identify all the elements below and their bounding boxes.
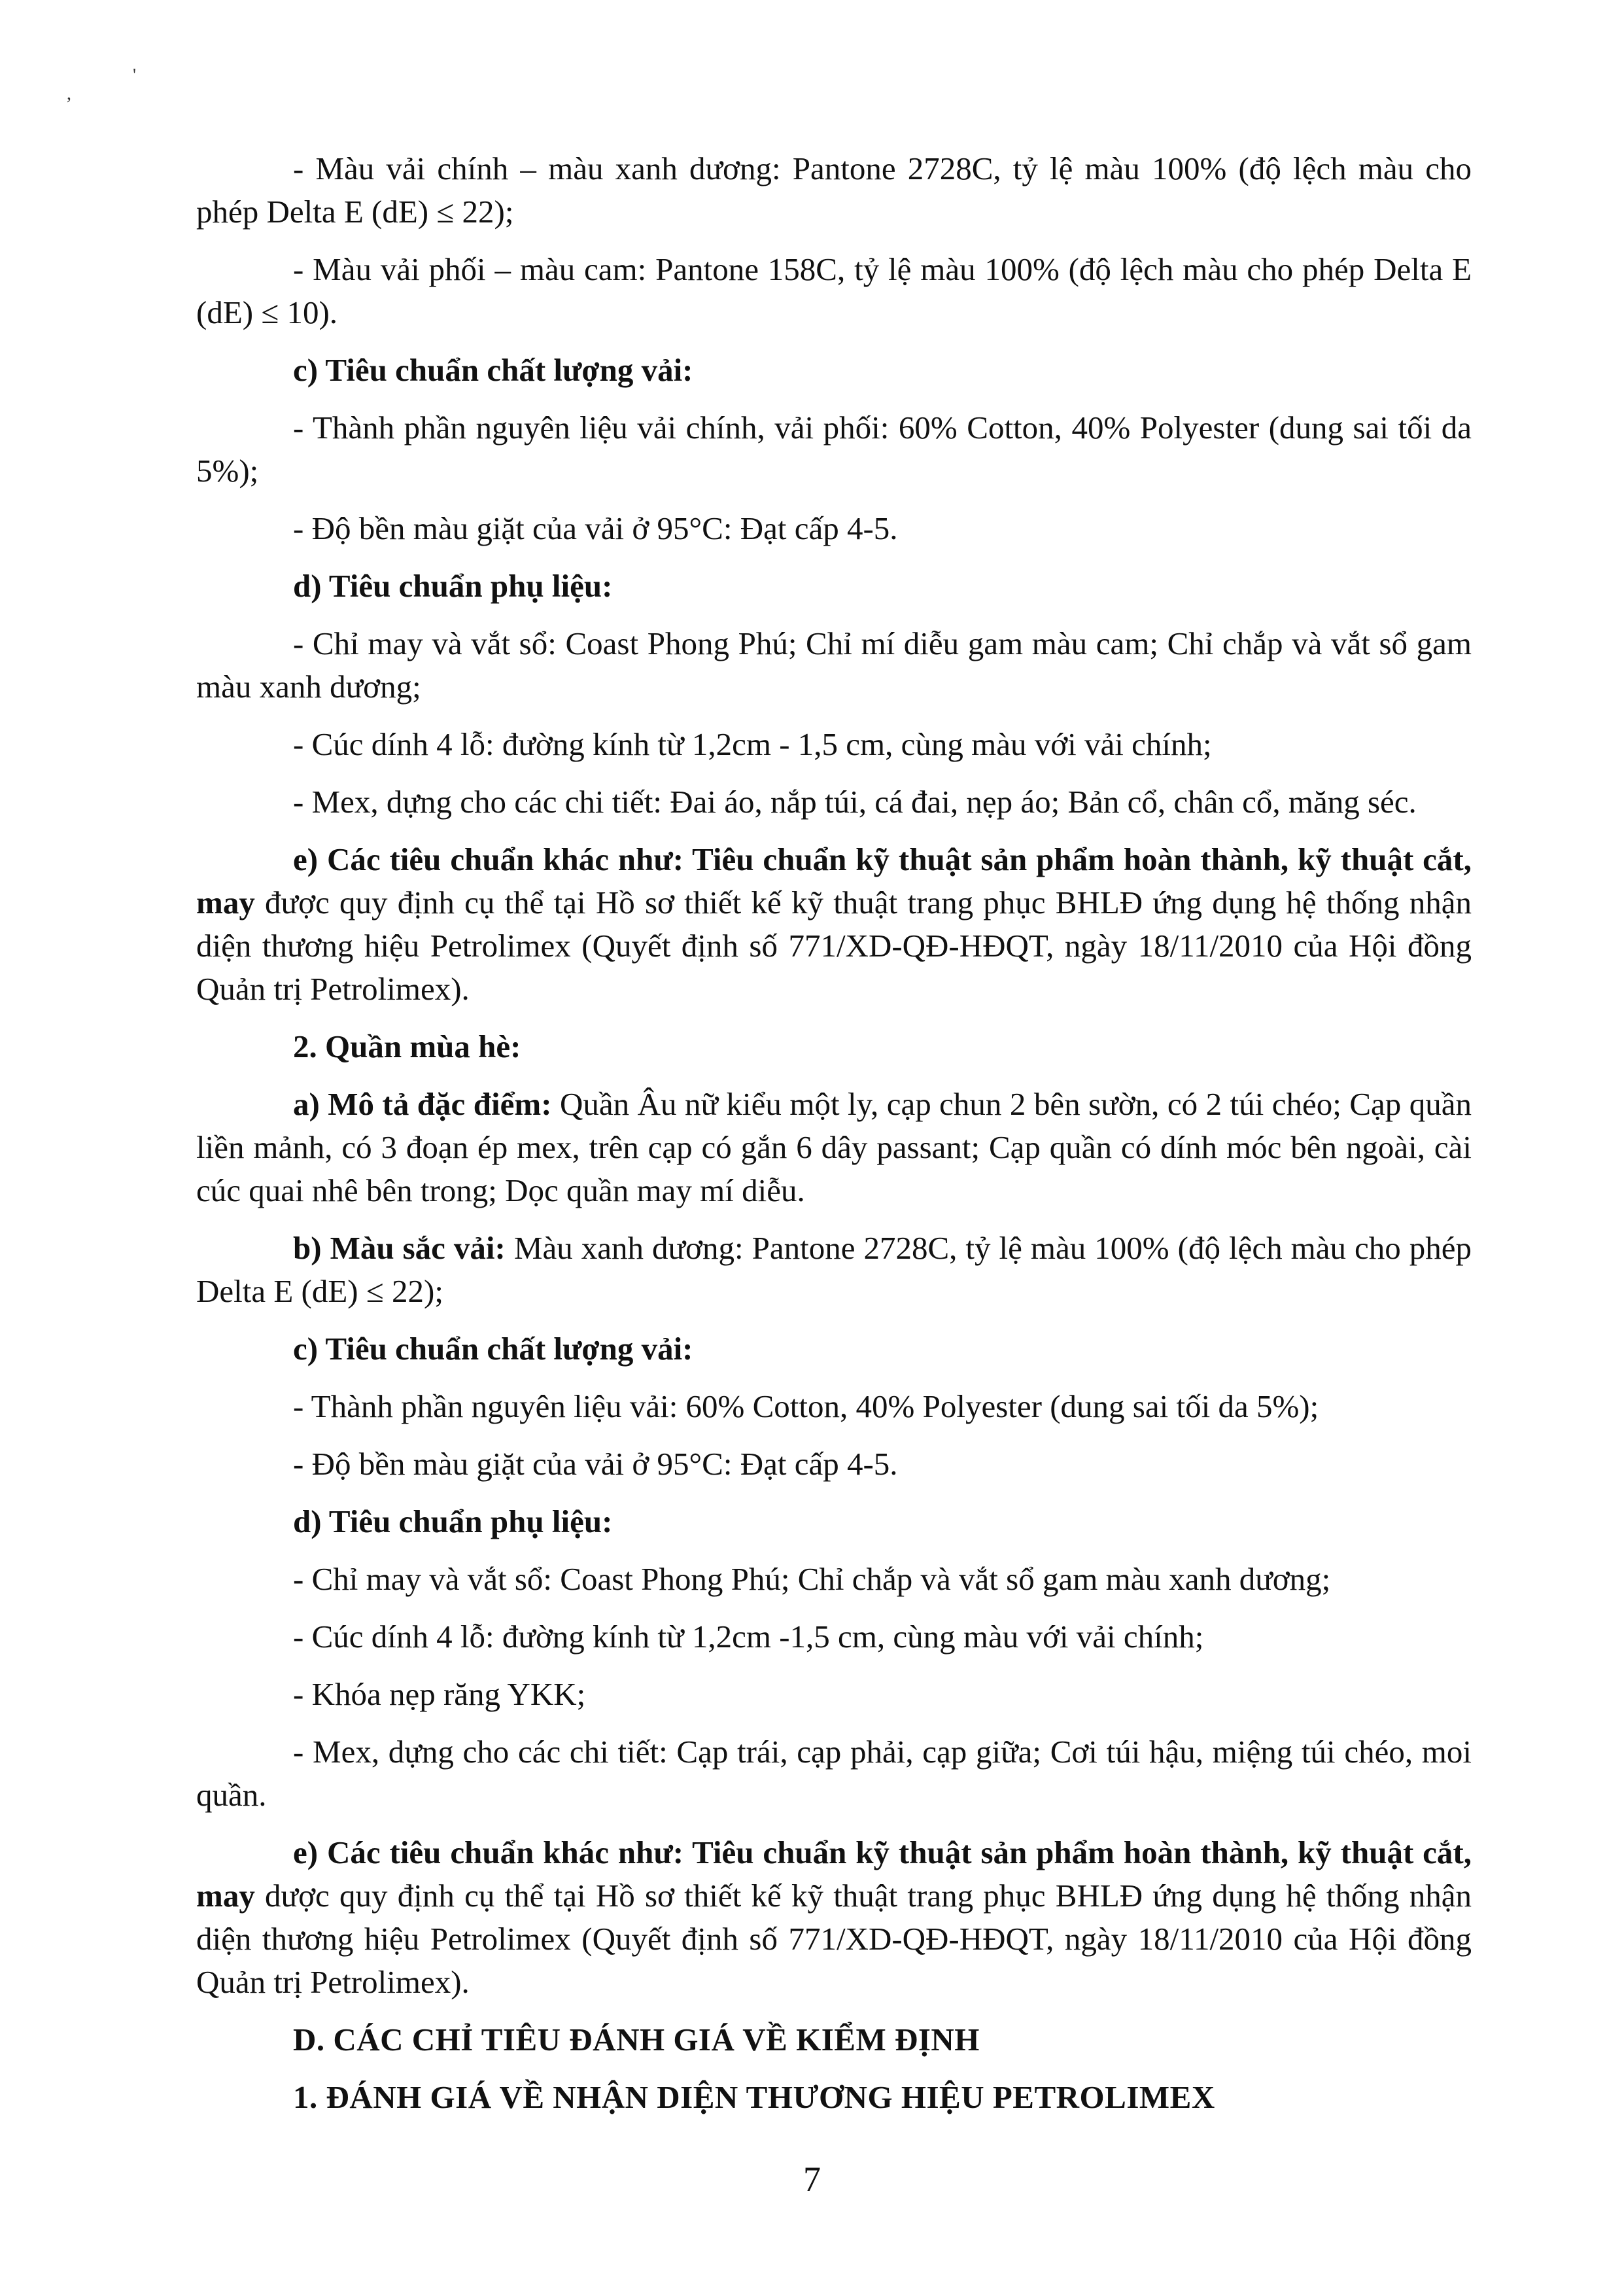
paragraph: - Độ bền màu giặt của vải ở 95°C: Đạt cấp 4-5. bbox=[293, 1446, 898, 1482]
section-heading: D. CÁC CHỈ TIÊU ĐÁNH GIÁ VỀ KIỂM ĐỊNH bbox=[293, 2022, 980, 2058]
subheading: 2. Quần mùa hè: bbox=[293, 1028, 521, 1064]
subheading: d) Tiêu chuẩn phụ liệu: bbox=[293, 568, 613, 604]
bold-lead: a) Mô tả đặc điểm: bbox=[293, 1086, 552, 1122]
paragraph: - Thành phần nguyên liệu vải chính, vải phối: 60% Cotton, 40% Polyester (dung sai tối da 5%); bbox=[196, 410, 1472, 489]
paragraph: - Cúc dính 4 lỗ: đường kính từ 1,2cm - 1,5 cm, cùng màu với vải chính; bbox=[293, 726, 1212, 762]
paragraph bbox=[196, 1227, 1472, 1313]
paragraph-text: Màu xanh dương: Pantone 2728C, tỷ lệ màu 100% (độ lệch màu cho phép Delta E (dE) ≤ 22); bbox=[196, 1230, 1472, 1309]
paragraph-text: dược quy định cụ thể tại Hồ sơ thiết kế kỹ thuật trang phục BHLĐ ứng dụng hệ thống nhận diện thương hiệu Petrolimex (Quyết định số 771/XD-QĐ-HĐQT, ngày 18/11/2010 của Hội đồng Quản trị Petrolimex). bbox=[196, 1878, 1472, 2000]
paragraph: - Mex, dựng cho các chi tiết: Đai áo, nắp túi, cá đai, nẹp áo; Bản cổ, chân cổ, măng séc. bbox=[293, 784, 1417, 820]
paragraph: - Mex, dựng cho các chi tiết: Cạp trái, cạp phải, cạp giữa; Cơi túi hậu, miệng túi chéo, moi quần. bbox=[196, 1734, 1472, 1813]
subheading: d) Tiêu chuẩn phụ liệu: bbox=[293, 1503, 613, 1539]
section-heading: 1. ĐÁNH GIÁ VỀ NHẬN DIỆN THƯƠNG HIỆU PETROLIMEX bbox=[293, 2079, 1215, 2115]
paragraph: - Cúc dính 4 lỗ: đường kính từ 1,2cm -1,5 cm, cùng màu với vải chính; bbox=[293, 1619, 1204, 1655]
paragraph: - Màu vải chính – màu xanh dương: Pantone 2728C, tỷ lệ màu 100% (độ lệch màu cho phép Delta E (dE) ≤ 22); bbox=[196, 150, 1472, 230]
page-number: 7 bbox=[803, 2160, 821, 2199]
document-body bbox=[196, 147, 1472, 2133]
paragraph bbox=[196, 1831, 1472, 2004]
paragraph: - Màu vải phối – màu cam: Pantone 158C, tỷ lệ màu 100% (độ lệch màu cho phép Delta E (dE) ≤ 10). bbox=[196, 251, 1472, 330]
paragraph: - Chỉ may và vắt sổ: Coast Phong Phú; Chỉ mí diễu gam màu cam; Chỉ chắp và vắt sổ gam màu xanh dương; bbox=[196, 625, 1472, 705]
paragraph: - Chỉ may và vắt sổ: Coast Phong Phú; Chỉ chắp và vắt sổ gam màu xanh dương; bbox=[293, 1561, 1331, 1597]
paragraph-text: Quần Âu nữ kiểu một ly, cạp chun 2 bên sườn, có 2 túi chéo; Cạp quần liền mảnh, có 3 đoạn ép mex, trên cạp có gắn 6 dây passant; Cạp quần có dính móc bên ngoài, cài cúc quai nhê bên trong; Dọc quần may mí diễu. bbox=[196, 1086, 1472, 1208]
scan-mark: , bbox=[67, 84, 71, 104]
paragraph-text: được quy định cụ thể tại Hồ sơ thiết kế kỹ thuật trang phục BHLĐ ứng dụng hệ thống nhận diện thương hiệu Petrolimex (Quyết định số 771/XD-QĐ-HĐQT, ngày 18/11/2010 của Hội đồng Quản trị Petrolimex). bbox=[196, 885, 1472, 1007]
bold-lead: e) Các tiêu chuẩn khác như: Tiêu chuẩn kỹ thuật sản phẩm hoàn thành, kỹ thuật cắt, may bbox=[196, 841, 1472, 920]
paragraph: - Độ bền màu giặt của vải ở 95°C: Đạt cấp 4-5. bbox=[293, 510, 898, 546]
bold-lead: e) Các tiêu chuẩn khác như: Tiêu chuẩn kỹ thuật sản phẩm hoàn thành, kỹ thuật cắt, may bbox=[196, 1834, 1472, 1914]
paragraph bbox=[196, 838, 1472, 1011]
bold-lead: b) Màu sắc vải: bbox=[293, 1230, 506, 1266]
scan-mark: ' bbox=[133, 65, 137, 86]
paragraph bbox=[196, 1083, 1472, 1212]
subheading: c) Tiêu chuẩn chất lượng vải: bbox=[293, 1331, 693, 1367]
subheading: c) Tiêu chuẩn chất lượng vải: bbox=[293, 352, 693, 388]
paragraph: - Thành phần nguyên liệu vải: 60% Cotton, 40% Polyester (dung sai tối da 5%); bbox=[293, 1388, 1319, 1424]
paragraph: - Khóa nẹp răng YKK; bbox=[293, 1676, 586, 1712]
